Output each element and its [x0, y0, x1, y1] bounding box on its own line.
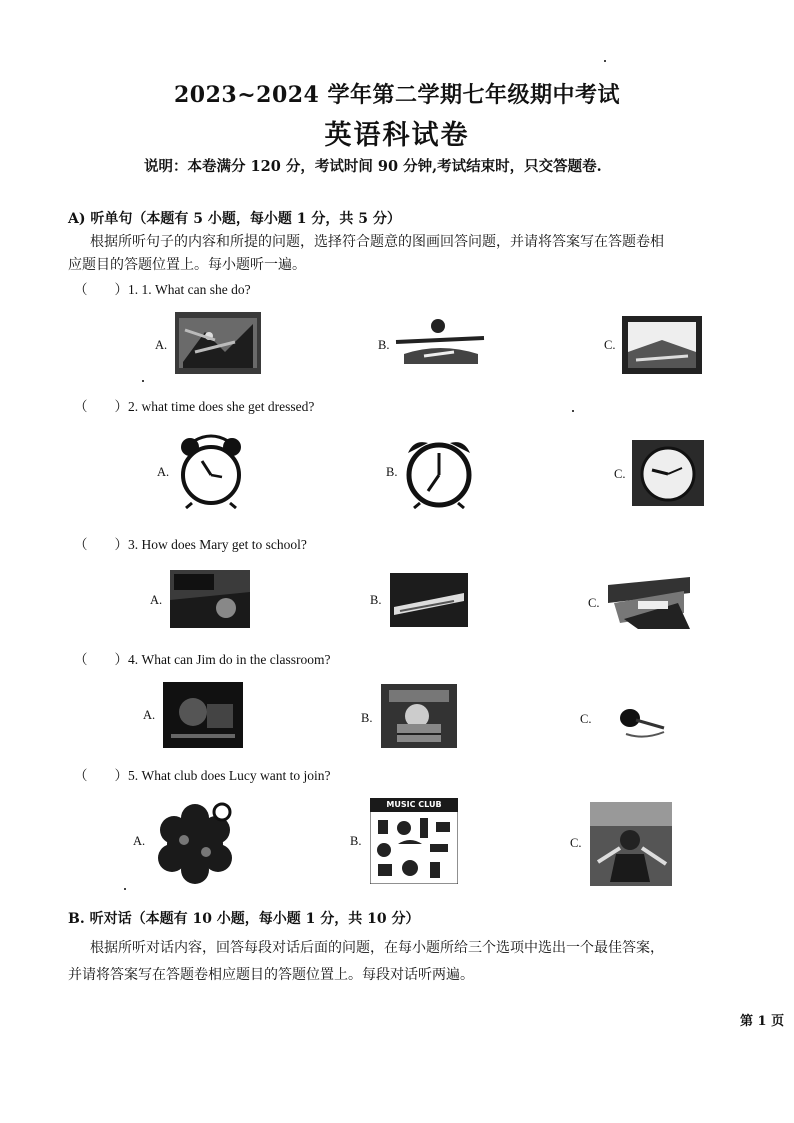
scan-speck — [572, 410, 574, 412]
question-text: 1. 1. What can she do? — [128, 282, 251, 297]
section-a-heading: A) 听单句（本题有 5 小题，每小题 1 分，共 5 分） — [68, 211, 401, 227]
option-label-c: C. — [580, 712, 592, 726]
option-image-music-poster — [370, 798, 458, 884]
answer-blank: （ ） — [74, 399, 128, 414]
answer-blank: （ ） — [74, 768, 128, 783]
option-image-reading — [381, 684, 457, 748]
clock-icon — [632, 440, 704, 506]
option-image-train — [390, 573, 468, 627]
answer-blank: （ ） — [74, 537, 128, 552]
option-label-a: A. — [150, 593, 163, 607]
alarm-clock-icon — [178, 433, 244, 509]
option-label-c: C. — [570, 836, 582, 850]
option-label-b: B. — [370, 593, 382, 607]
option-label-a: A. — [143, 708, 156, 722]
question-text: 2. what time does she get dressed? — [128, 399, 315, 414]
section-b-directions-2: 并请将答案写在答题卷相应题目的答题位置上。每段对话听两遍。 — [68, 967, 474, 983]
option-label-c: C. — [604, 338, 616, 352]
option-label-a: A. — [155, 338, 168, 352]
question-2 — [74, 395, 314, 415]
question-text: 4. What can Jim do in the classroom? — [128, 652, 331, 667]
question-text: 3. How does Mary get to school? — [128, 537, 307, 552]
subject-title: 英语科试卷 — [324, 120, 470, 151]
option-image-bus — [170, 570, 250, 628]
scan-speck — [604, 60, 606, 62]
option-label-b: B. — [386, 465, 398, 479]
question-5 — [74, 764, 330, 784]
option-image-eating — [163, 682, 243, 748]
option-label-b: B. — [378, 338, 390, 352]
section-b-directions-1: 根据所听对话内容，回答每段对话后面的问题，在每小题所给三个选项中选出一个最佳答案， — [90, 940, 664, 956]
option-image-swimming — [394, 316, 486, 370]
exam-title: 2023~2024 学年第二学期七年级期中考试 — [173, 82, 621, 108]
page-number: 第 1 页 — [740, 1014, 785, 1029]
option-image-skiing — [622, 316, 702, 374]
exam-instructions: 说明：本卷满分 120 分，考试时间 90 分钟,考试结束时，只交答题卷. — [144, 158, 602, 175]
answer-blank: （ ） — [74, 652, 128, 667]
option-label-b: B. — [350, 834, 362, 848]
scan-speck — [142, 380, 144, 382]
option-image-sports-photo — [590, 802, 672, 886]
option-label-c: C. — [614, 467, 626, 481]
scan-speck — [124, 888, 126, 890]
option-image-subway — [608, 573, 690, 629]
question-4 — [74, 648, 330, 668]
section-a-directions-1: 根据所听句子的内容和所提的问题，选择符合题意的图画回答问题，并请将答案写在答题卷相 — [90, 234, 664, 250]
question-text: 5. What club does Lucy want to join? — [128, 768, 331, 783]
alarm-clock-icon — [404, 437, 474, 509]
option-image-skating — [175, 312, 261, 374]
option-image-flower-badge — [152, 800, 238, 884]
question-3 — [74, 533, 307, 553]
answer-blank: （ ） — [74, 282, 128, 297]
question-1 — [74, 278, 251, 298]
option-label-a: A. — [133, 834, 146, 848]
option-image-headphones — [614, 702, 670, 742]
section-a-directions-2: 应题目的答题位置上。每小题听一遍。 — [68, 257, 306, 273]
poster-label: MUSIC CLUB — [386, 800, 442, 809]
option-label-b: B. — [361, 711, 373, 725]
option-label-a: A. — [157, 465, 170, 479]
option-label-c: C. — [588, 596, 600, 610]
section-b-heading: B. 听对话（本题有 10 小题，每小题 1 分，共 10 分） — [68, 911, 420, 927]
